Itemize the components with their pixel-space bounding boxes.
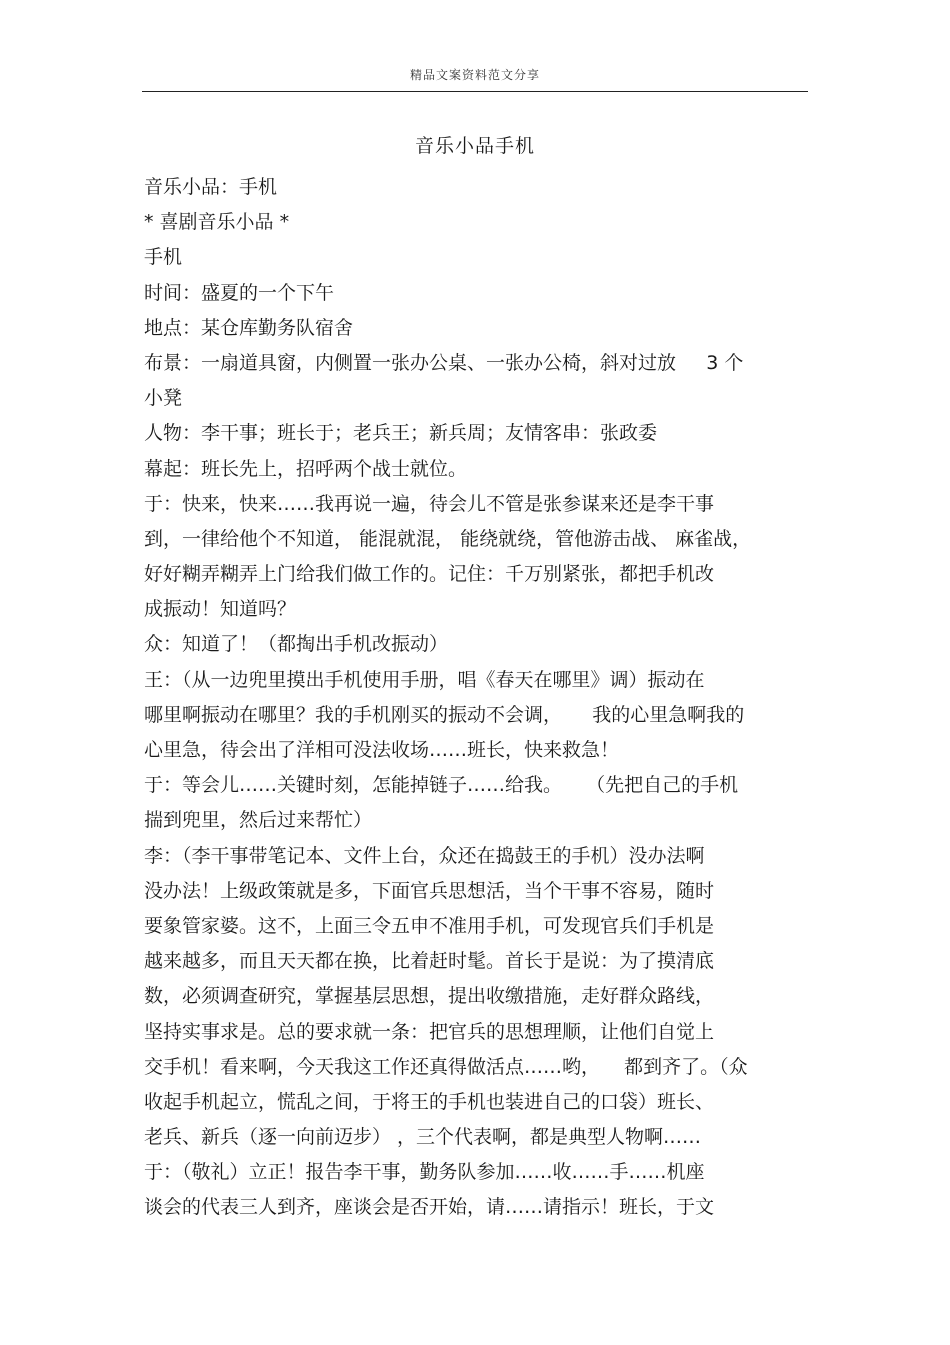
body-line: 李：（李干事带笔记本、文件上台，众还在捣鼓王的手机）没办法啊 bbox=[144, 844, 705, 867]
body-line: 众：知道了！（都掏出手机改振动） bbox=[144, 633, 449, 656]
body-line: 手机 bbox=[144, 246, 183, 269]
body-line: 时间：盛夏的一个下午 bbox=[144, 281, 335, 304]
body-line: 越来越多，而且天天都在换，比着赶时髦。首长于是说：为了摸清底 bbox=[144, 950, 715, 973]
body-line: 于：（敬礼）立正！报告李干事，勤务队参加……收……手……机座 bbox=[144, 1161, 705, 1184]
body-line: 数，必须调查研究，掌握基层思想，提出收缴措施，走好群众路线， bbox=[144, 985, 715, 1008]
body-line: 王：（从一边兜里摸出手机使用手册，唱《春天在哪里》调）振动在 bbox=[144, 668, 705, 691]
body-line: 哪里啊振动在哪里？我的手机刚买的振动不会调， 我的心里急啊我的 bbox=[144, 703, 745, 726]
body-line: 音乐小品：手机 bbox=[144, 176, 278, 198]
body-line: 幕起：班长先上，招呼两个战士就位。 bbox=[144, 457, 468, 480]
body-line: 要象管家婆。这不，上面三令五申不准用手机，可发现官兵们手机是 bbox=[144, 914, 715, 937]
header-divider bbox=[142, 91, 808, 92]
body-line: 小凳 bbox=[144, 387, 183, 410]
body-line: 人物：李干事；班长于；老兵王；新兵周；友情客串：张政委 bbox=[144, 422, 658, 445]
document-title: 音乐小品手机 bbox=[414, 135, 535, 157]
body-line: 心里急，待会出了洋相可没法收场……班长，快来救急！ bbox=[144, 739, 620, 761]
body-line: 于：快来，快来……我再说一遍，待会儿不管是张参谋来还是李干事 bbox=[144, 492, 715, 515]
page-header: 精品文案资料范文分享 bbox=[409, 68, 540, 82]
body-line: 于：等会儿……关键时刻，怎能掉链子……给我。 （先把自己的手机 bbox=[144, 774, 739, 797]
body-line: 成振动！知道吗？ bbox=[144, 598, 297, 621]
document-body bbox=[144, 170, 814, 1226]
body-line: * 喜剧音乐小品 * bbox=[144, 211, 290, 234]
body-line: 地点：某仓库勤务队宿舍 bbox=[144, 316, 354, 339]
body-line: 老兵、新兵（逐一向前迈步） ，三个代表啊，都是典型人物啊…… bbox=[144, 1126, 702, 1149]
body-line: 交手机！看来啊，今天我这工作还真得做活点……哟， 都到齐了。（众 bbox=[144, 1055, 748, 1078]
body-line: 好好糊弄糊弄上门给我们做工作的。记住：千万别紧张，都把手机改 bbox=[144, 563, 715, 586]
body-line: 布景：一扇道具窗，内侧置一张办公桌、一张办公椅，斜对过放 3 个 bbox=[144, 351, 744, 374]
body-line: 收起手机起立，慌乱之间，于将王的手机也装进自己的口袋）班长、 bbox=[144, 1090, 715, 1113]
body-line: 揣到兜里，然后过来帮忙） bbox=[144, 809, 373, 832]
body-line: 谈会的代表三人到齐，座谈会是否开始，请……请指示！班长，于文 bbox=[144, 1196, 715, 1219]
body-line: 坚持实事求是。总的要求就一条：把官兵的思想理顺，让他们自觉上 bbox=[144, 1020, 715, 1043]
body-line: 没办法！上级政策就是多，下面官兵思想活，当个干事不容易，随时 bbox=[144, 879, 715, 902]
body-line: 到，一律给他个不知道， 能混就混， 能绕就绕，管他游击战、 麻雀战， bbox=[144, 527, 752, 550]
